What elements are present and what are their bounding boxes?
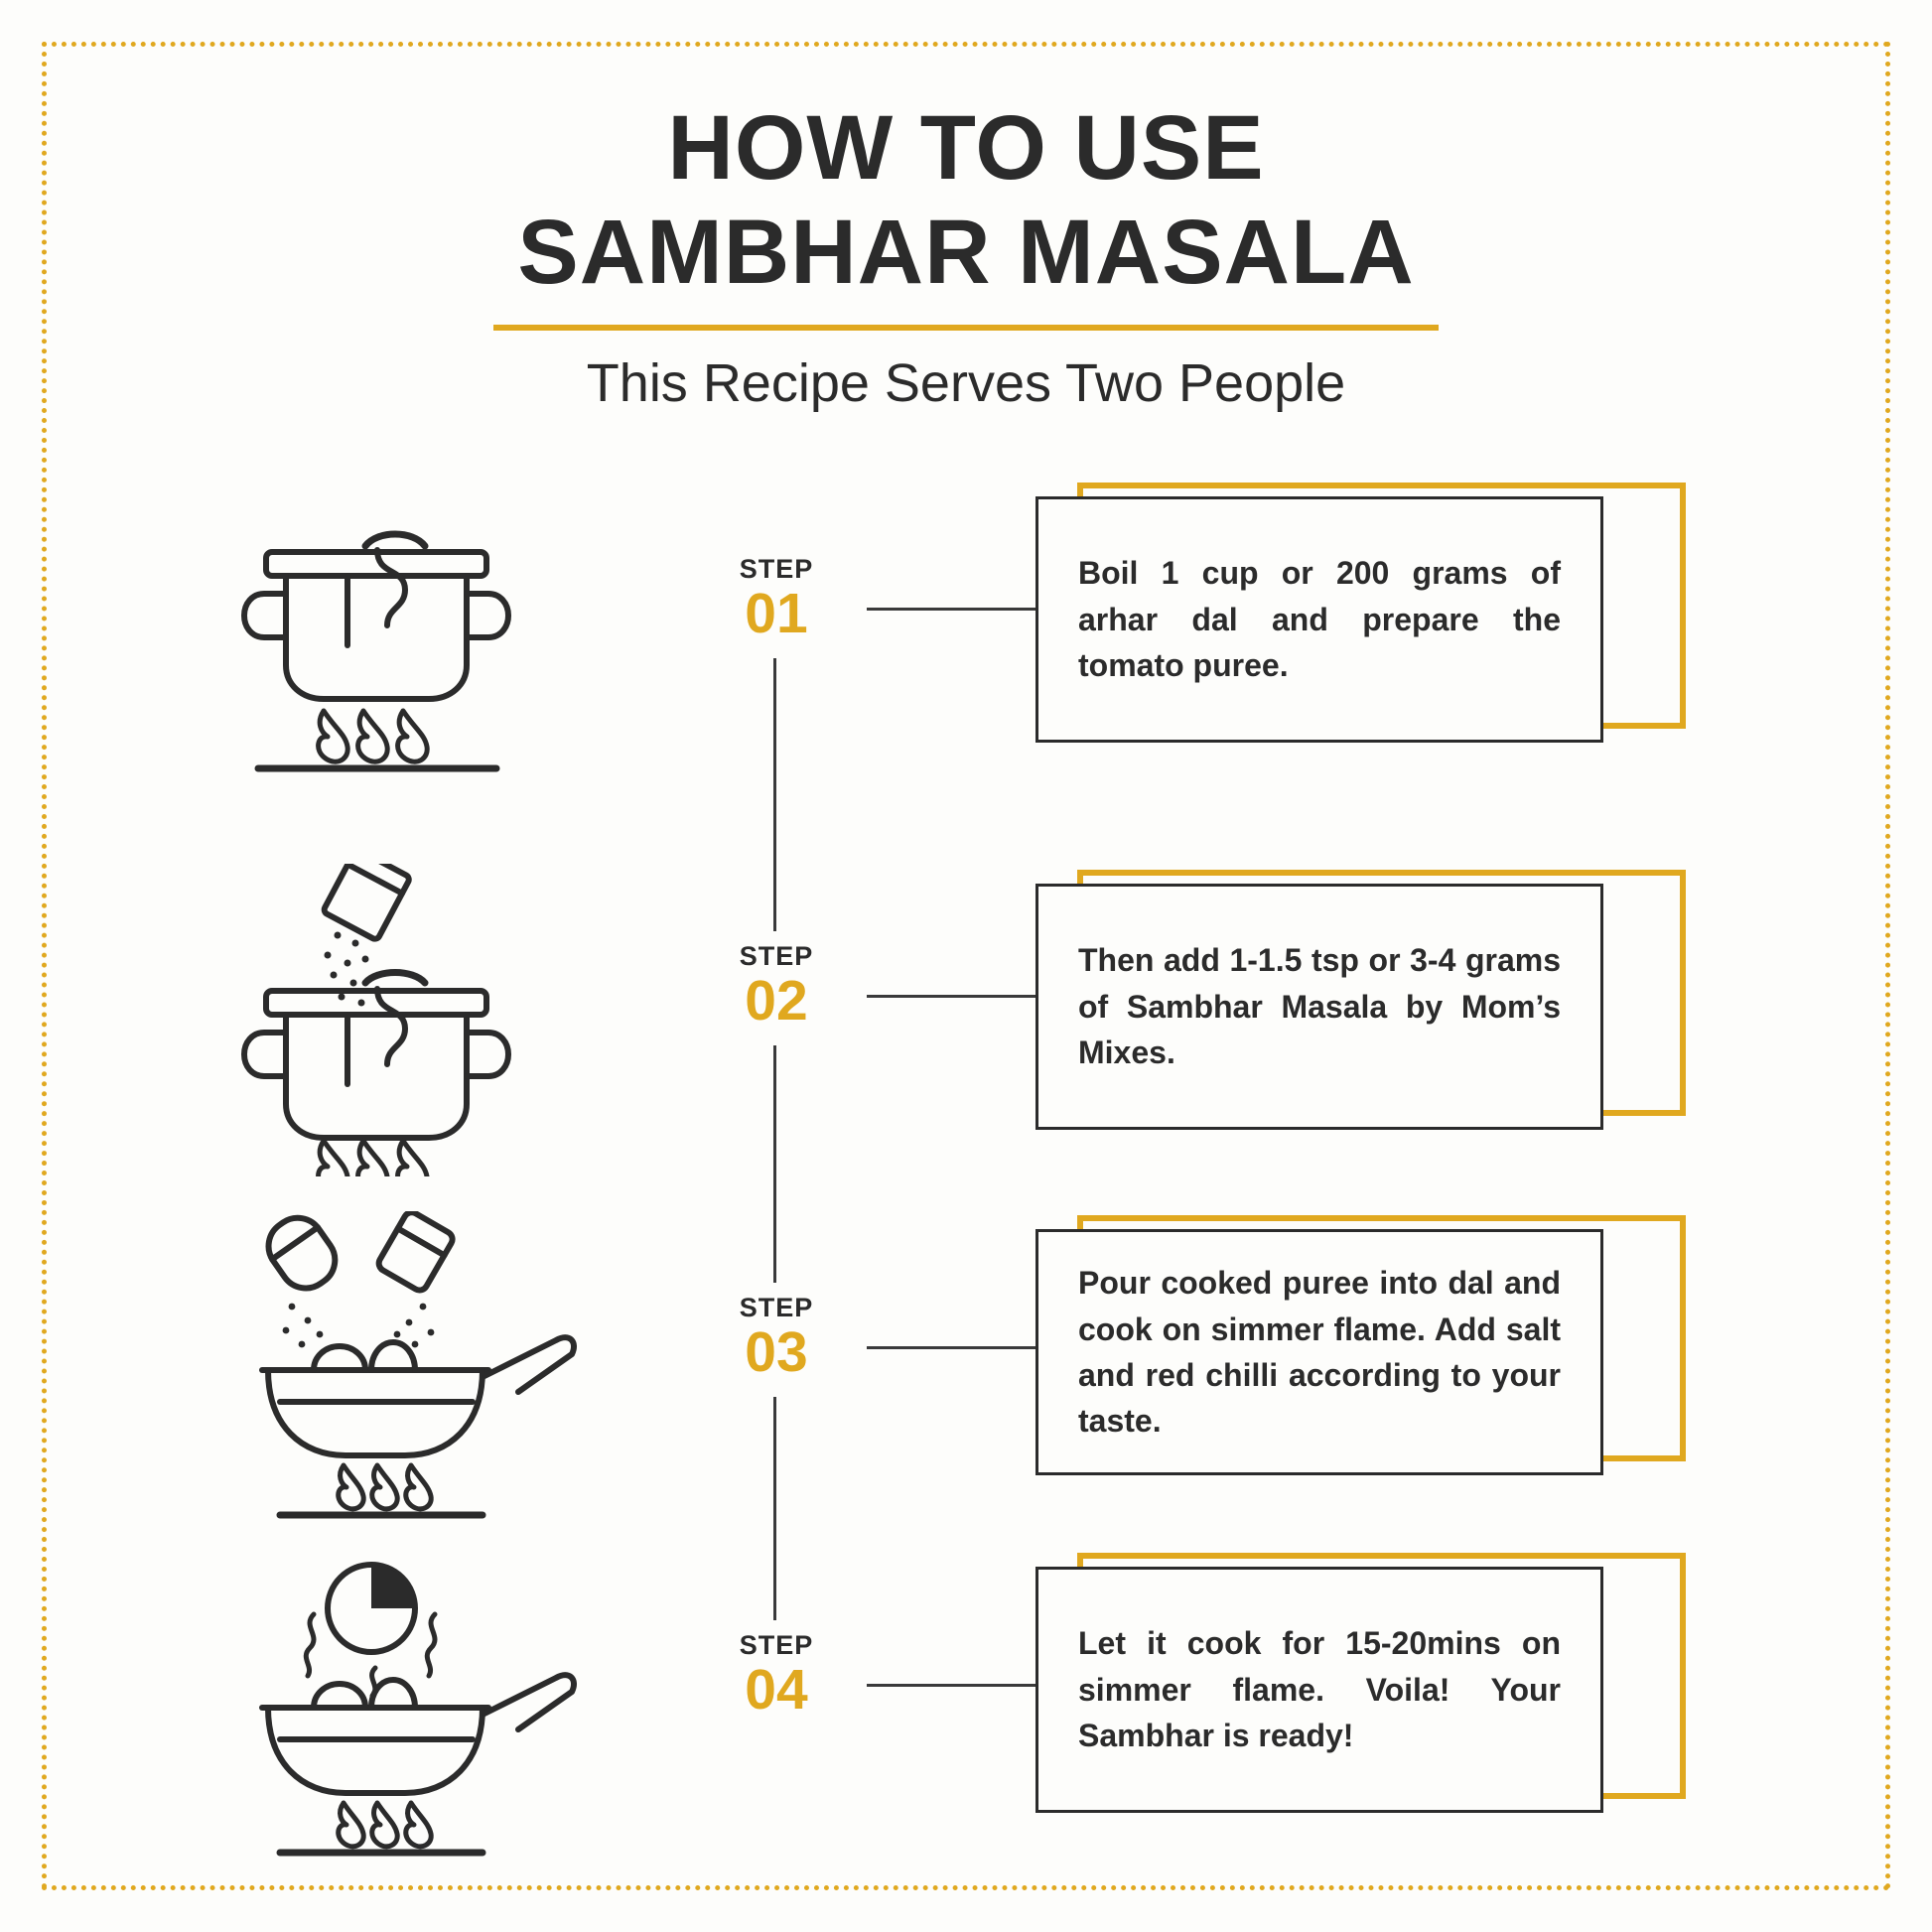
step-row — [0, 516, 1932, 824]
page-subtitle: This Recipe Serves Two People — [586, 352, 1346, 413]
header — [0, 99, 1932, 414]
card-front — [1035, 496, 1603, 743]
step-row — [0, 864, 1932, 1172]
step-badge — [718, 931, 835, 1045]
step-label: STEP — [739, 1630, 814, 1660]
pot-on-flame-icon — [228, 516, 606, 824]
step-text: Then add 1-1.5 tsp or 3-4 grams of Sambhar Masala by Mom’s Mixes. — [1078, 942, 1561, 1071]
step-label: STEP — [739, 941, 814, 971]
step-label: STEP — [739, 554, 814, 584]
title-divider — [493, 325, 1439, 331]
step-connector-line — [867, 608, 1037, 611]
step-connector-line — [867, 1346, 1037, 1349]
steps-list — [0, 516, 1932, 1847]
step-number: 03 — [745, 1320, 808, 1384]
step-connector-line — [867, 995, 1037, 998]
salt-and-pepper-over-pan-icon — [228, 1211, 606, 1519]
step-text: Pour cooked puree into dal and cook on simmer flame. Add salt and red chilli according to your taste. — [1078, 1265, 1561, 1440]
step-text-card — [1035, 1567, 1686, 1813]
card-front — [1035, 1229, 1603, 1475]
page-title-line-1: HOW TO USE — [667, 97, 1265, 199]
step-connector-line — [867, 1684, 1037, 1687]
step-label: STEP — [739, 1293, 814, 1322]
step-text: Let it cook for 15-20mins on simmer flame. Voila! Your Sambhar is ready! — [1078, 1625, 1561, 1754]
step-text: Boil 1 cup or 200 grams of arhar dal and prepare the tomato puree. — [1078, 555, 1561, 684]
step-badge — [718, 1620, 835, 1734]
timer-over-steaming-pan-icon — [228, 1549, 606, 1857]
step-text-card — [1035, 1229, 1686, 1475]
step-badge — [718, 1283, 835, 1397]
step-number: 01 — [745, 582, 808, 645]
page-title-line-2: SAMBHAR MASALA — [517, 202, 1415, 304]
card-front — [1035, 1567, 1603, 1813]
step-row — [0, 1549, 1932, 1857]
step-text-card — [1035, 496, 1686, 743]
step-text-card — [1035, 884, 1686, 1130]
step-row — [0, 1211, 1932, 1519]
step-number: 02 — [745, 969, 808, 1033]
step-number: 04 — [745, 1658, 808, 1722]
step-badge — [718, 544, 835, 658]
card-front — [1035, 884, 1603, 1130]
